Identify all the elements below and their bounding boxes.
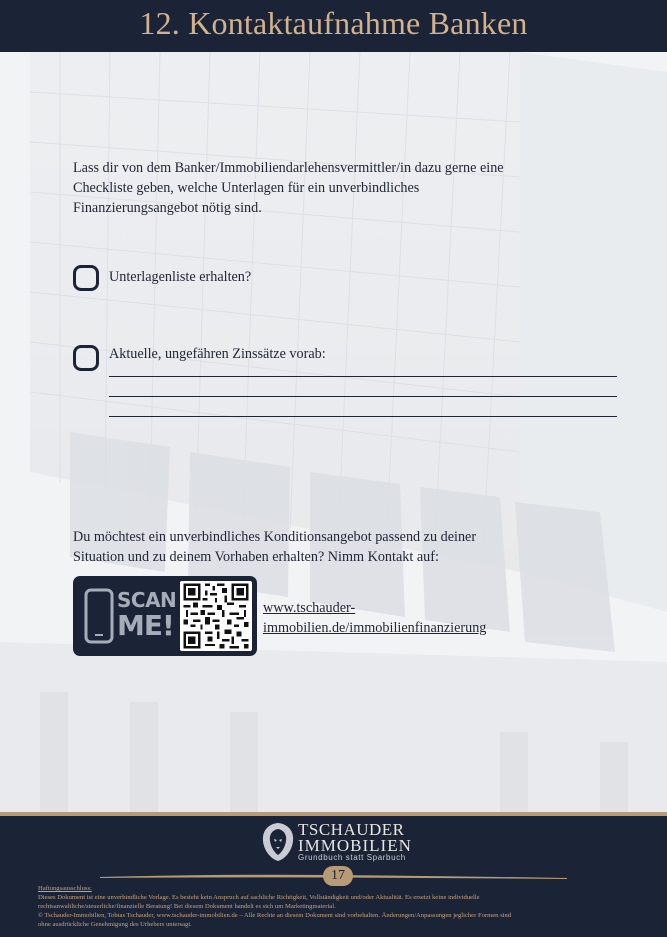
intro-line: Checkliste geben, welche Unterlagen für ein unverbindliches <box>73 180 420 196</box>
lion-logo-icon <box>258 820 298 864</box>
intro-line: Lass dir von dem Banker/Immobiliendarlehensvermittler/in dazu gerne eine <box>73 160 504 176</box>
disclaimer-line: Dieses Dokument ist eine unverbindliche Vorlage. Es besteht kein Anspruch auf sachliche Richtigkeit, Vollständigkeit und/oder Aktualität. Es ersetzt keine individuelle <box>38 894 480 901</box>
disclaimer <box>38 884 638 929</box>
brand-tagline: Grundbuch statt Sparbuch <box>298 853 406 862</box>
scan-me-qr-badge[interactable] <box>73 576 257 656</box>
contact-paragraph <box>73 527 593 567</box>
brand-name-line1: TSCHAUDER <box>298 820 405 839</box>
disclaimer-title: Haftungsausschluss: <box>38 885 92 892</box>
checklist-item-interest-rates[interactable] <box>73 345 326 371</box>
checkbox[interactable] <box>73 345 99 371</box>
phone-icon <box>84 588 114 644</box>
checklist-label: Aktuelle, ungefähren Zinssätze vorab: <box>109 346 326 362</box>
disclaimer-line: © Tschauder-Immobilien, Tobias Tschauder, www.tschauder-immobilien.de – Alle Rechte an diesem Dokument sind vorbehalten. Änderungen/Anpassungen jeglicher Formen sind <box>38 912 512 919</box>
qr-code-icon <box>180 581 252 651</box>
intro-paragraph <box>73 158 613 218</box>
checkbox[interactable] <box>73 265 99 291</box>
answer-line[interactable] <box>109 376 617 377</box>
financing-website-link[interactable]: www.tschauder- immobilien.de/immobilienfinanzierung <box>263 600 487 636</box>
page-number: 17 <box>323 866 353 886</box>
qr-code[interactable] <box>180 581 252 651</box>
disclaimer-line: ohne ausdrückliche Genehmigung des Urhebers untersagt. <box>38 921 192 928</box>
cta-line: Du möchtest ein unverbindliches Konditionsangebot passend zu deiner <box>73 529 477 545</box>
checklist-label: Unterlagenliste erhalten? <box>109 269 252 285</box>
intro-line: Finanzierungsangebot nötig sind. <box>73 200 262 216</box>
answer-lines[interactable] <box>109 376 617 436</box>
scan-me-label: SCAN ME! <box>117 588 177 642</box>
footer-divider <box>0 812 667 816</box>
checklist-item-documents[interactable] <box>73 265 251 291</box>
page-title: 12. Kontaktaufnahme Banken <box>139 4 528 41</box>
disclaimer-line: rechtsanwaltliche/steuerliche/finanzielle Beratung! Bei diesem Dokument handelt es sich um Marketingmaterial. <box>38 903 336 910</box>
cta-line: Situation und zu deinem Vorhaben erhalten? Nimm Kontakt auf: <box>73 549 439 565</box>
answer-line[interactable] <box>109 396 617 397</box>
brand-name-line2: IMMOBILIEN <box>298 836 412 855</box>
answer-line[interactable] <box>109 416 617 417</box>
